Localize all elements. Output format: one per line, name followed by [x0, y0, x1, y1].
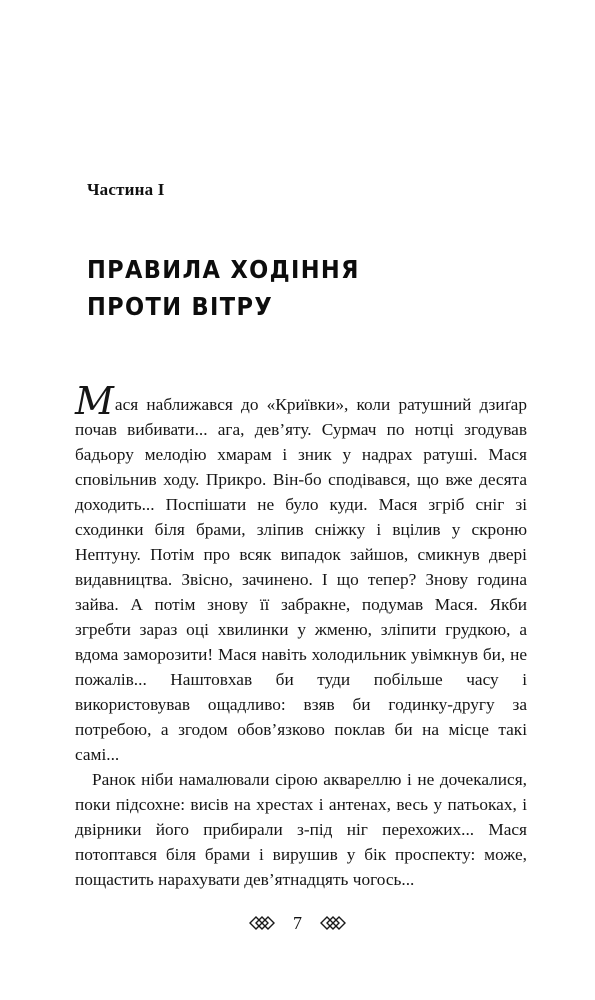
braided-knot-icon [320, 916, 346, 930]
braided-knot-icon [249, 916, 275, 930]
chapter-body [75, 379, 527, 892]
part-label: Частина I [87, 180, 165, 199]
chapter-title [87, 251, 483, 325]
paragraph-1-text: ася наближався до «Криївки», коли ратушний дзиґар почав вибивати... ага, дев’яту. Сурмач по нотці згодував бадьору мелодію хмарам і зник у надрах ратуші. Мася сповільнив ходу. Прикро. Він-бо сподівався, що вже десята доходить... Поспішати не було куди. Мася згріб сніг зі сходинки біля брами, зліпив сніжку і вцілив у скроню Нептуну. Потім про всяк випадок зайшов, смикнув двері видавництва. Звісно, зачинено. І що тепер? Знову година зайва. А потім знову її забракне, подумав Мася. Якби згребти зараз оці хвилинки у жменю, зліпити грудкою, а вдома заморозити! Мася навіть холодильник увімкнув би, не пожалів... Наштовхав би туди побільше часу і використовував ощадливо: взяв би годинку-другу за потребою, а згодом обов’язково поклав би на місце такі самі... [75, 395, 527, 764]
chapter-title-line-2: ПРОТИ ВІТРУ [87, 292, 274, 321]
page-footer [0, 913, 595, 933]
paragraph-2: Ранок ніби намалювали сірою аквареллю і не дочекалися, поки підсохне: висів на хрестах і антенах, весь у патьоках, і двірники його прибирали з-під ніг перехожих... Мася потоптався біля брами і вирушив у бік проспекту: може, пощастить нарахувати дев’ятнадцять чогось... [75, 770, 527, 889]
chapter-title-line-1: ПРАВИЛА ХОДІННЯ [87, 255, 360, 284]
paragraph-1 [75, 379, 527, 767]
page-number: 7 [293, 913, 302, 933]
drop-cap: М [75, 379, 114, 423]
